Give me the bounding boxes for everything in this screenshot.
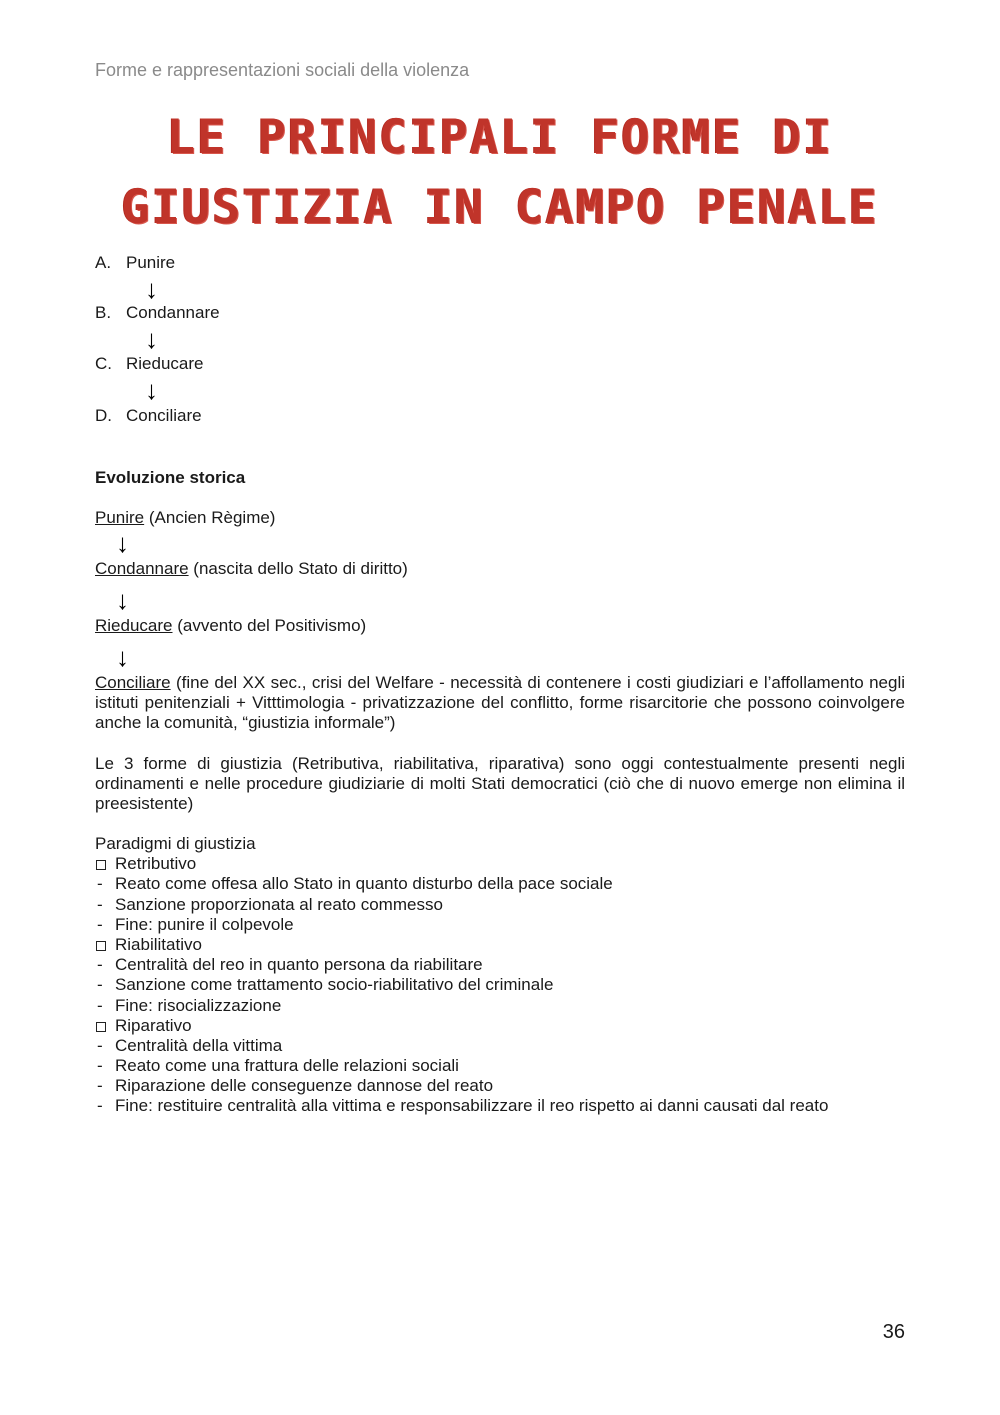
evolution-term: Condannare bbox=[95, 559, 189, 578]
dash-bullet-icon: - bbox=[97, 1096, 103, 1116]
paradigm-detail-item bbox=[95, 915, 915, 935]
evolution-note: (nascita dello Stato di diritto) bbox=[188, 559, 408, 578]
list-item-text: Fine: punire il colpevole bbox=[115, 914, 294, 934]
section-heading: Evoluzione storica bbox=[95, 468, 246, 487]
page-title-line-2: GIUSTIZIA IN CAMPO PENALE bbox=[121, 180, 879, 235]
bullet-marker bbox=[95, 1016, 115, 1037]
list-item-text: Reato come una frattura delle relazioni sociali bbox=[115, 1056, 459, 1076]
paradigm-heading-item bbox=[95, 1016, 915, 1036]
dash-bullet-icon: - bbox=[97, 914, 103, 934]
paradigms-list bbox=[95, 834, 915, 1117]
paradigm-heading-item bbox=[95, 935, 915, 955]
page-number: 36 bbox=[882, 1321, 905, 1343]
paradigm-detail-item bbox=[95, 1076, 915, 1096]
paradigm-detail-item bbox=[95, 996, 915, 1016]
running-header: Forme e rappresentazioni sociali della violenza bbox=[95, 60, 470, 80]
sequence-label: A. bbox=[95, 253, 112, 272]
sequence-item: Punire bbox=[126, 253, 176, 272]
evolution-step bbox=[95, 673, 905, 734]
list-item-text: Fine: restituire centralità alla vittima e responsabilizzare il reo rispetto ai danni causati dal reato bbox=[115, 1096, 829, 1116]
sequence-item: Conciliare bbox=[126, 406, 202, 425]
paradigm-detail-item bbox=[95, 874, 915, 894]
evolution-note: (Ancien Règime) bbox=[144, 508, 276, 527]
paradigm-detail-item bbox=[95, 1056, 915, 1076]
evolution-step bbox=[95, 559, 408, 579]
evolution-note: (fine del XX sec., crisi del Welfare - necessità di contenere i costi giudiziari e l’affollamento negli istituti penitenziali + Vitttimologia - privatizzazione del conflitto, forme risarcitorie che possono coinvolgere anche la comunità, “giustizia informale”) bbox=[95, 673, 905, 733]
list-item-text: Sanzione proporzionata al reato commesso bbox=[115, 894, 443, 914]
square-bullet-icon bbox=[96, 941, 106, 951]
list-item-text: Centralità della vittima bbox=[115, 1035, 283, 1055]
evolution-step bbox=[95, 508, 275, 528]
list-item-text: Retributivo bbox=[115, 854, 197, 874]
sequence-item: Condannare bbox=[126, 303, 220, 322]
down-arrow-icon: ↓ bbox=[145, 375, 158, 405]
list-item-text: Centralità del reo in quanto persona da riabilitare bbox=[115, 955, 483, 975]
paradigm-detail-item bbox=[95, 1036, 915, 1056]
evolution-step bbox=[95, 616, 366, 636]
sequence-label: C. bbox=[95, 354, 112, 373]
evolution-term: Conciliare bbox=[95, 673, 171, 692]
dash-bullet-icon: - bbox=[97, 874, 103, 894]
down-arrow-icon: ↓ bbox=[116, 642, 129, 672]
square-bullet-icon bbox=[96, 860, 106, 870]
list-item-text: Fine: risocializzazione bbox=[115, 995, 282, 1015]
dash-bullet-icon: - bbox=[97, 894, 103, 914]
evolution-term: Punire bbox=[95, 508, 145, 527]
paradigm-detail-item bbox=[95, 1096, 915, 1116]
paradigm-detail-item bbox=[95, 955, 915, 975]
sequence-label: B. bbox=[95, 303, 112, 322]
page-title-line-1: LE PRINCIPALI FORME DI bbox=[166, 110, 834, 165]
bullet-marker bbox=[95, 935, 115, 956]
dash-bullet-icon: - bbox=[97, 975, 103, 995]
dash-bullet-icon: - bbox=[97, 995, 103, 1015]
evolution-term: Rieducare bbox=[95, 616, 173, 635]
list-item-text: Sanzione come trattamento socio-riabilitativo del criminale bbox=[115, 975, 554, 995]
sequence-label: D. bbox=[95, 406, 112, 425]
down-arrow-icon: ↓ bbox=[116, 528, 129, 558]
dash-bullet-icon: - bbox=[97, 1076, 103, 1096]
dash-bullet-icon: - bbox=[97, 1035, 103, 1055]
dash-bullet-icon: - bbox=[97, 1056, 103, 1076]
list-item-text: Riabilitativo bbox=[115, 934, 202, 954]
sequence-item: Rieducare bbox=[126, 354, 204, 373]
list-item-text: Riparativo bbox=[115, 1015, 192, 1035]
down-arrow-icon: ↓ bbox=[145, 324, 158, 354]
list-item-text: Riparazione delle conseguenze dannose del reato bbox=[115, 1076, 494, 1096]
bullet-marker bbox=[95, 854, 115, 875]
square-bullet-icon bbox=[96, 1022, 106, 1032]
paradigms-title: Paradigmi di giustizia bbox=[95, 834, 256, 853]
down-arrow-icon: ↓ bbox=[116, 585, 129, 615]
paradigm-heading-item bbox=[95, 854, 915, 874]
paradigm-detail-item bbox=[95, 975, 915, 995]
dash-bullet-icon: - bbox=[97, 955, 103, 975]
paradigm-detail-item bbox=[95, 895, 915, 915]
evolution-note: (avvento del Positivismo) bbox=[172, 616, 367, 635]
down-arrow-icon: ↓ bbox=[145, 274, 158, 304]
list-item-text: Reato come offesa allo Stato in quanto disturbo della pace sociale bbox=[115, 874, 613, 894]
body-paragraph: Le 3 forme di giustizia (Retributiva, riabilitativa, riparativa) sono oggi contestualmente presenti negli ordinamenti e nelle procedure giudiziarie di molti Stati democratici (ciò che di nuovo emerge non elimina il preesistente) bbox=[95, 754, 905, 814]
